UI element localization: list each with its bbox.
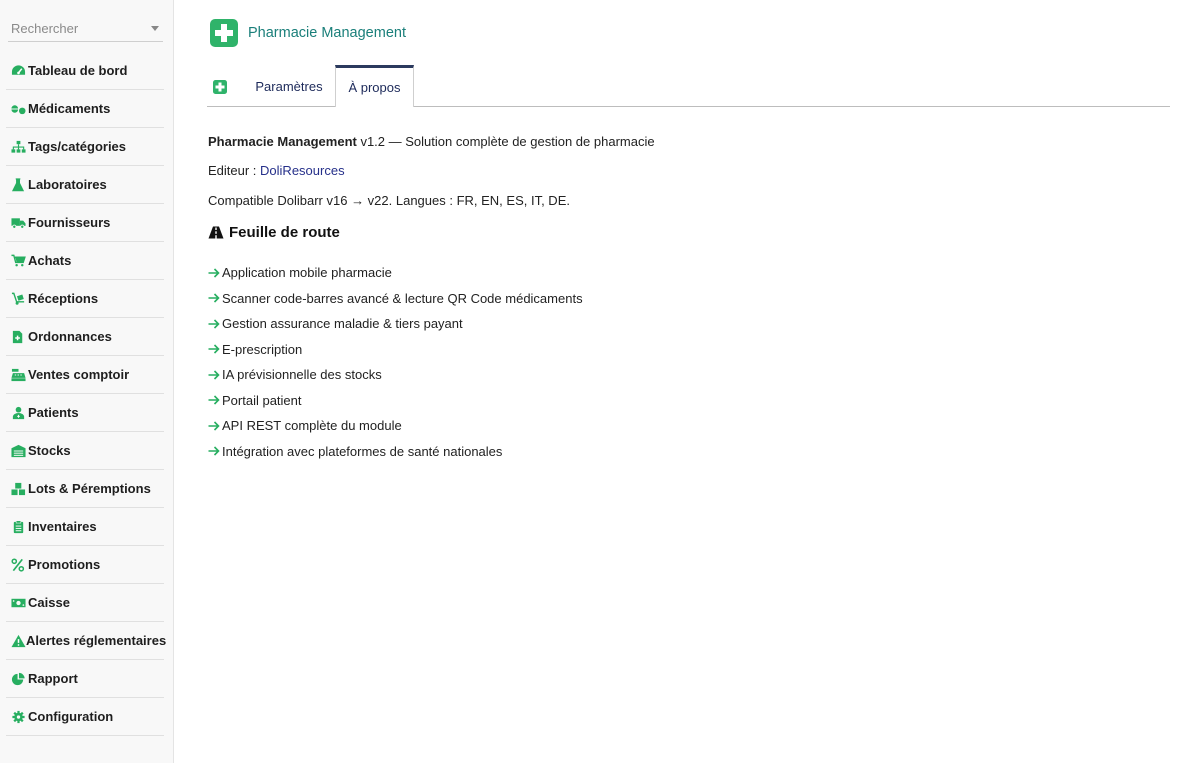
sidebar-item-promotions[interactable] bbox=[6, 546, 164, 584]
boxes-icon bbox=[11, 482, 28, 496]
list-item bbox=[208, 337, 583, 363]
sidebar-item-label: Tags/catégories bbox=[28, 139, 127, 154]
sidebar-item-label: Promotions bbox=[28, 557, 101, 572]
list-item bbox=[208, 388, 583, 414]
sidebar-item-rapport[interactable] bbox=[6, 660, 164, 698]
arrow-right-icon bbox=[208, 446, 220, 456]
dolly-icon bbox=[11, 292, 28, 306]
dashboard-icon bbox=[11, 64, 28, 78]
tab-bar bbox=[207, 65, 1170, 107]
tab-parametres[interactable]: Paramètres bbox=[255, 78, 323, 94]
sidebar-item-label: Rapport bbox=[28, 671, 78, 686]
sidebar-item-alertes-reglementaires[interactable] bbox=[6, 622, 167, 660]
prescription-icon bbox=[11, 330, 28, 344]
arrow-right-icon bbox=[208, 344, 220, 354]
product-description: v1.2 — Solution complète de gestion de pharmacie bbox=[356, 134, 655, 149]
product-line bbox=[208, 133, 655, 151]
sitemap-icon bbox=[11, 140, 28, 154]
sidebar-item-label: Ordonnances bbox=[28, 329, 112, 344]
list-item bbox=[208, 439, 583, 465]
sidebar-item-laboratoires[interactable] bbox=[6, 166, 164, 204]
cart-icon bbox=[11, 254, 28, 268]
sidebar-item-label: Laboratoires bbox=[28, 177, 107, 192]
list-item bbox=[208, 260, 583, 286]
sidebar-item-label: Stocks bbox=[28, 443, 71, 458]
arrow-right-icon bbox=[208, 319, 220, 329]
roadmap-heading bbox=[208, 224, 340, 241]
arrow-right-icon bbox=[208, 370, 220, 380]
sidebar-item-label: Ventes comptoir bbox=[28, 367, 130, 382]
chevron-down-icon[interactable] bbox=[151, 26, 159, 31]
sidebar-item-fournisseurs[interactable] bbox=[6, 204, 164, 242]
sidebar bbox=[0, 0, 174, 763]
roadmap-item-text: API REST complète du module bbox=[222, 418, 402, 434]
sidebar-item-label: Fournisseurs bbox=[28, 215, 111, 230]
arrow-right-icon bbox=[208, 293, 220, 303]
sidebar-item-medicaments[interactable] bbox=[6, 90, 164, 128]
sidebar-item-lots-peremptions[interactable] bbox=[6, 470, 164, 508]
gear-icon bbox=[11, 710, 28, 724]
medical-cross-icon bbox=[209, 18, 239, 48]
sidebar-item-label: Médicaments bbox=[28, 101, 111, 116]
list-item bbox=[208, 286, 583, 312]
cash-register-icon bbox=[11, 368, 28, 382]
search-select[interactable] bbox=[8, 16, 163, 42]
editor-line bbox=[208, 162, 345, 180]
roadmap-list bbox=[208, 260, 583, 464]
pills-icon bbox=[11, 102, 28, 116]
list-item bbox=[208, 362, 583, 388]
sidebar-item-ordonnances[interactable] bbox=[6, 318, 164, 356]
sidebar-item-configuration[interactable] bbox=[6, 698, 164, 736]
sidebar-item-tags[interactable] bbox=[6, 128, 164, 166]
sidebar-item-receptions[interactable] bbox=[6, 280, 164, 318]
sidebar-item-label: Achats bbox=[28, 253, 72, 268]
arrow-right-icon bbox=[208, 395, 220, 405]
sidebar-item-label: Réceptions bbox=[28, 291, 99, 306]
sidebar-item-inventaires[interactable] bbox=[6, 508, 164, 546]
arrow-right-icon bbox=[208, 421, 220, 431]
tab-a-propos[interactable]: À propos bbox=[335, 65, 414, 107]
sidebar-item-label: Inventaires bbox=[28, 519, 97, 534]
main-content bbox=[174, 0, 1200, 763]
roadmap-item-text: E-prescription bbox=[222, 341, 303, 357]
percent-icon bbox=[11, 558, 28, 572]
compatibility-line: Compatible Dolibarr v16 → v22. Langues : FR, EN, ES, IT, DE. bbox=[208, 193, 570, 208]
sidebar-item-ventes-comptoir[interactable] bbox=[6, 356, 164, 394]
roadmap-item-text: IA prévisionnelle des stocks bbox=[222, 367, 382, 383]
sidebar-item-patients[interactable] bbox=[6, 394, 164, 432]
editor-link[interactable]: DoliResources bbox=[260, 163, 345, 178]
sidebar-item-label: Alertes réglementaires bbox=[26, 633, 167, 648]
clipboard-icon bbox=[11, 520, 28, 534]
arrow-right-icon bbox=[208, 268, 220, 278]
sidebar-item-label: Tableau de bord bbox=[28, 63, 128, 78]
sidebar-item-label: Configuration bbox=[28, 709, 114, 724]
patient-icon bbox=[11, 406, 28, 420]
warning-icon bbox=[11, 634, 26, 648]
editor-label: Editeur : bbox=[208, 163, 261, 178]
medical-cross-icon[interactable] bbox=[213, 80, 227, 94]
flask-icon bbox=[11, 178, 28, 192]
roadmap-item-text: Portail patient bbox=[222, 392, 302, 408]
roadmap-item-text: Application mobile pharmacie bbox=[222, 265, 392, 281]
sidebar-item-label: Lots & Péremptions bbox=[28, 481, 151, 496]
money-icon bbox=[11, 596, 28, 610]
page-header bbox=[209, 18, 406, 48]
page-title: Pharmacie Management bbox=[248, 25, 406, 41]
sidebar-menu bbox=[6, 52, 167, 736]
list-item bbox=[208, 413, 583, 439]
roadmap-item-text: Scanner code-barres avancé & lecture QR Code médicaments bbox=[222, 290, 583, 306]
truck-icon bbox=[11, 216, 28, 230]
list-item bbox=[208, 311, 583, 337]
road-icon bbox=[208, 226, 224, 239]
roadmap-title: Feuille de route bbox=[229, 224, 340, 241]
sidebar-item-achats[interactable] bbox=[6, 242, 164, 280]
pie-chart-icon bbox=[11, 672, 28, 686]
sidebar-item-stocks[interactable] bbox=[6, 432, 164, 470]
warehouse-icon bbox=[11, 444, 28, 458]
roadmap-item-text: Intégration avec plateformes de santé nationales bbox=[222, 443, 503, 459]
product-name: Pharmacie Management bbox=[208, 134, 357, 149]
sidebar-item-dashboard[interactable] bbox=[6, 52, 164, 90]
sidebar-item-label: Caisse bbox=[28, 595, 70, 610]
sidebar-item-caisse[interactable] bbox=[6, 584, 164, 622]
search-placeholder: Rechercher bbox=[11, 21, 79, 36]
sidebar-item-label: Patients bbox=[28, 405, 79, 420]
roadmap-item-text: Gestion assurance maladie & tiers payant bbox=[222, 316, 463, 332]
